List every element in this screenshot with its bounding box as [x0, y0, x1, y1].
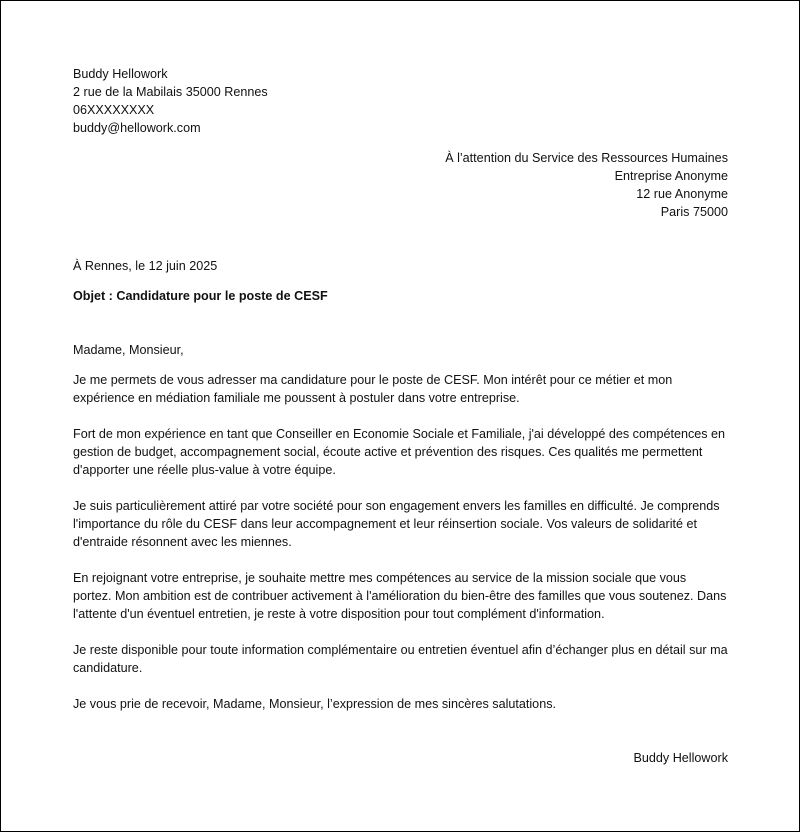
sender-name: Buddy Hellowork: [73, 67, 168, 81]
sender-address: 2 rue de la Mabilais 35000 Rennes: [73, 85, 268, 99]
recipient-street: 12 rue Anonyme: [636, 187, 728, 201]
signature: Buddy Hellowork: [633, 751, 728, 765]
recipient-company: Entreprise Anonyme: [614, 169, 728, 183]
recipient-attention: À l’attention du Service des Ressources Humaines: [445, 151, 728, 165]
salutation: Madame, Monsieur,: [73, 343, 184, 357]
body-paragraph: Je reste disponible pour toute information complémentaire ou entretien éventuel afin d’échanger plus en détail sur ma candidature.: [73, 643, 728, 675]
sender-block: [73, 65, 728, 137]
date-line: À Rennes, le 12 juin 2025: [73, 259, 218, 273]
subject-line: Objet : Candidature pour le poste de CESF: [73, 289, 328, 303]
recipient-city: Paris 75000: [660, 205, 728, 219]
sender-phone: 06XXXXXXXX: [73, 103, 155, 117]
recipient-block: [73, 149, 728, 221]
body-paragraph: En rejoignant votre entreprise, je souhaite mettre mes compétences au service de la mission sociale que vous portez. Mon ambition est de contribuer activement à l'amélioration du bien-être des familles que vous soutenez. Dans l'attente d'un éventuel entretien, je reste à votre disposition pour tout complément d'information.: [73, 571, 727, 621]
letter-content: [73, 65, 728, 767]
body-paragraph: Fort de mon expérience en tant que Conseiller en Economie Sociale et Familiale, j'ai développé des compétences en gestion de budget, accompagnement social, écoute active et prévention des risques. Ces qualités me permettent d'apporter une réelle plus-value à votre équipe.: [73, 427, 726, 477]
sender-email: buddy@hellowork.com: [73, 121, 201, 135]
closing-formula: Je vous prie de recevoir, Madame, Monsieur, l’expression de mes sincères salutations.: [73, 697, 556, 711]
body-paragraph: Je suis particulièrement attiré par votre société pour son engagement envers les familles en difficulté. Je comprends l'importance du rôle du CESF dans leur accompagnement et leur réinsertion sociale. Vos valeurs de solidarité et d'entraide résonnent avec les miennes.: [73, 499, 720, 549]
body-paragraph: Je me permets de vous adresser ma candidature pour le poste de CESF. Mon intérêt pour ce métier et mon expérience en médiation familiale me poussent à postuler dans votre entreprise.: [73, 373, 673, 405]
